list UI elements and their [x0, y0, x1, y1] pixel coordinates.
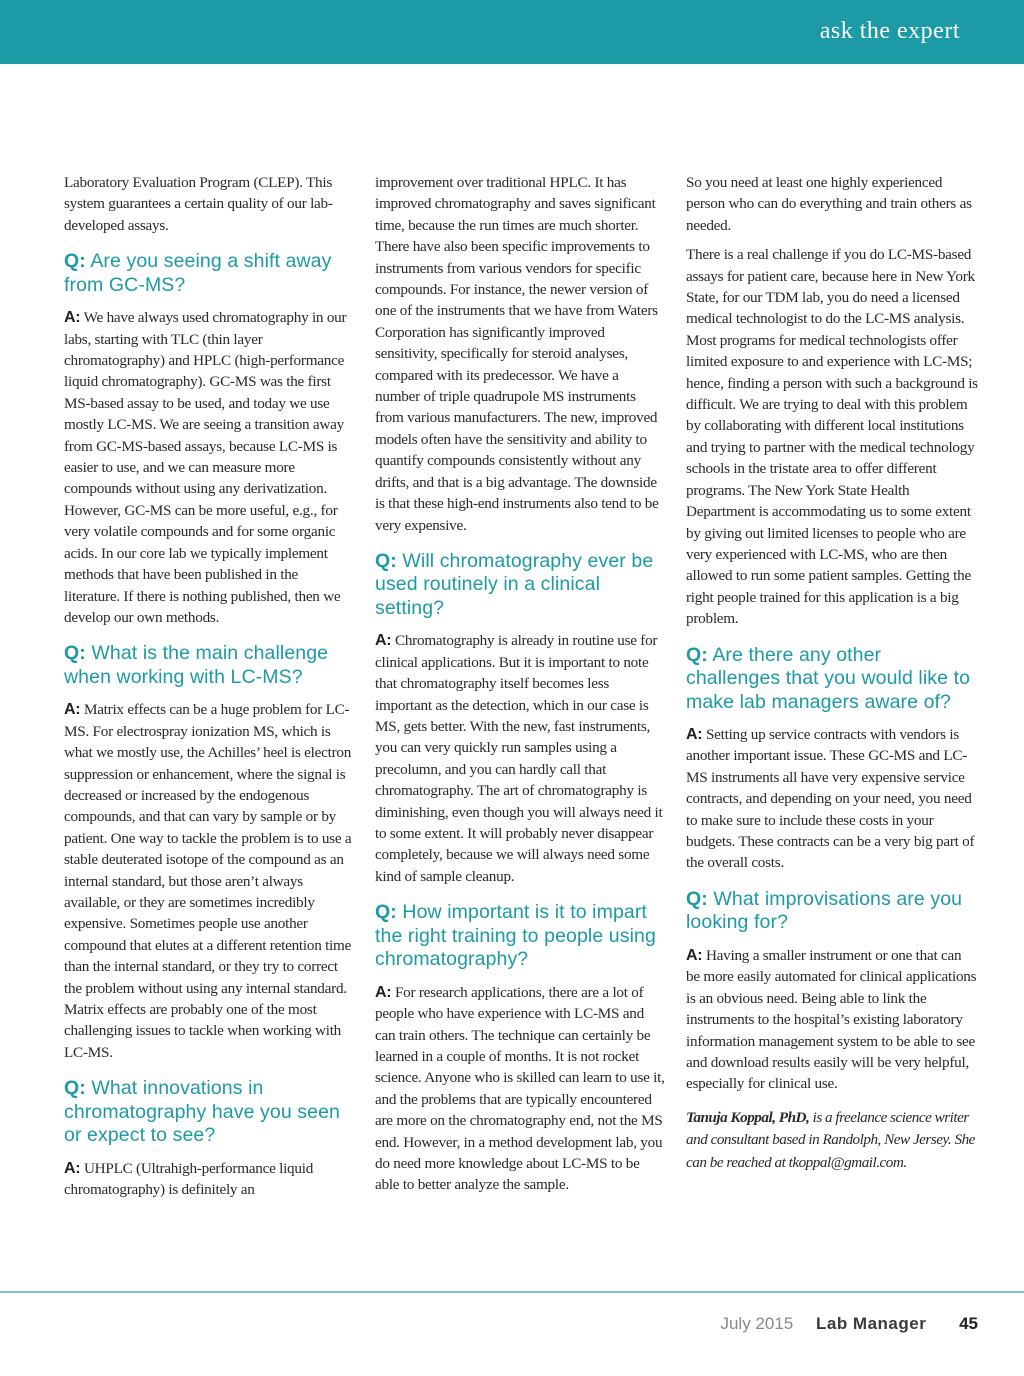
answer-marker: A: [64, 701, 81, 719]
answer-marker: A: [686, 726, 703, 744]
question-text: Are there any other challenges that you would like to make lab managers aware of? [686, 643, 971, 713]
issue-date: July 2015 [720, 1314, 794, 1333]
author-bio: is a freelance science writer and consultant based in Randolph, New Jersey. She can be reached at tkoppal@gmail.com. [686, 1108, 975, 1171]
question-heading [375, 550, 667, 621]
section-label: ask the expert [819, 18, 960, 44]
answer-marker: A: [375, 983, 392, 1001]
page-footer [720, 1314, 978, 1334]
answer-marker: A: [375, 632, 392, 650]
paragraph: improvement over traditional HPLC. It has improved chromatography and saves significant time, because the run times are much shorter. There have also been specific improvements to instruments from various vendors for specific compounds. For instance, the newer version of one of the instruments that we have from Waters Corporation has significantly improved sensitivity, specifically for steroid analyses, compared with its predecessor. We have a number of triple quadrupole MS instruments from various manufacturers. The new, improved models often have the sensitivity and ability to quantify compounds consistently without any drifts, and that is a big advantage. The downside is that these high-end instruments also tend to be very expensive. [375, 174, 659, 534]
column-1 [64, 172, 356, 1209]
question-heading [375, 901, 667, 972]
column-3 [686, 172, 978, 1182]
question-text: How important is it to impart the right training to people using chromatography? [375, 901, 656, 971]
footer-rule [0, 1291, 1024, 1293]
header-band [0, 0, 1024, 64]
question-marker: Q: [686, 887, 708, 910]
author-byline [686, 1107, 978, 1175]
answer-paragraph [64, 307, 356, 628]
question-heading [686, 644, 978, 715]
question-heading [64, 642, 356, 689]
answer-paragraph [375, 982, 667, 1196]
question-marker: Q: [375, 901, 397, 924]
answer-text: Matrix effects can be a huge problem for LC-MS. For electrospray ionization MS, which is what we mostly use, the Achilles’ heel is electron suppression or enhancement, where the signal is decreased or increased by the endogenous compounds, and that can vary by sample or by patient. One way to tackle the problem is to use a stable deuterated isotope of the compound as an internal standard, but those aren’t always available, or they are sometimes incredibly expensive. Sometimes people use another compound that elutes at a different retention time than the internal standard, or they try to correct the problem without using any internal standard. Matrix effects are probably one of the most challenging issues to tackle when working with LC-MS. [64, 701, 352, 1061]
answer-paragraph [375, 630, 667, 887]
question-text: Will chromatography ever be used routinely in a clinical setting? [375, 549, 654, 619]
answer-text: Having a smaller instrument or one that can be more easily automated for clinical applications is an obvious need. Being able to link the instruments to the hospital’s existing laboratory information management system to be able to see and download results easily will be very helpful, especially for clinical use. [686, 946, 977, 1093]
question-marker: Q: [375, 549, 397, 572]
answer-marker: A: [686, 946, 703, 964]
question-text: What is the main challenge when working with LC-MS? [64, 642, 329, 688]
answer-text: For research applications, there are a lot of people who have experience with LC-MS and can train others. The technique can certainly be learned in a couple of months. It is not rocket science. Anyone who is skilled can learn to use it, and the problems that are typically encountered are more on the chromatography end, not the MS end. However, in a method development lab, you do need more knowledge about LC-MS to be able to better analyze the sample. [375, 983, 665, 1194]
answer-marker: A: [64, 309, 81, 327]
question-marker: Q: [64, 642, 86, 665]
question-text: Are you seeing a shift away from GC-MS? [64, 250, 332, 296]
question-heading [686, 888, 978, 935]
question-marker: Q: [64, 250, 86, 273]
question-heading [64, 1077, 356, 1148]
answer-text: Chromatography is already in routine use for clinical applications. But it is important to note that chromatography itself becomes less important as the detection, which in our case is MS, gets better. With the new, fast instruments, you can very quickly run samples using a precolumn, and you can hardly call that chromatography. The art of chromatography is diminishing, even though you will always need it to some extent. It will probably never disappear completely, because we will always need some kind of sample cleanup. [375, 632, 663, 885]
paragraph: There is a real challenge if you do LC-MS-based assays for patient care, because here in New York State, for our TDM lab, you do need a licensed medical technologist to do the LC-MS analysis. Most programs for medical technologists offer limited exposure to and experience with LC-MS; hence, finding a person with such a background is difficult. We are trying to deal with this problem by collaborating with different local institutions and trying to partner with the medical technology schools in the tristate area to offer different programs. The New York State Health Department is accommodating us to some extent by giving out limited licenses to people who are very experienced with LC-MS, who are then allowed to run some patient samples. Getting the right people trained for this application is a big problem. [686, 246, 978, 628]
magazine-name: Lab Manager [815, 1314, 927, 1333]
question-text: What improvisations are you looking for? [686, 887, 963, 934]
paragraph: So you need at least one highly experienced person who can do everything and train others as needed. [686, 174, 972, 234]
answer-paragraph [686, 945, 978, 1095]
answer-marker: A: [64, 1159, 81, 1177]
column-2 [375, 172, 667, 1204]
answer-paragraph [64, 1158, 356, 1201]
answer-paragraph [64, 699, 356, 1063]
page-number: 45 [959, 1314, 978, 1333]
question-heading [64, 250, 356, 297]
answer-text: We have always used chromatography in our labs, starting with TLC (thin layer chromatography) and HPLC (high-performance liquid chromatography). GC-MS was the first MS-based assay to be used, and today we use mostly LC-MS. We are seeing a transition away from GC-MS-based assays, because LC-MS is easier to use, and we can measure more compounds without using any derivatization. However, GC-MS can be more useful, e.g., for very volatile compounds and for some organic acids. In our core lab we typically implement methods that have been published in the literature. If there is nothing published, then we develop our own methods. [64, 309, 347, 626]
question-marker: Q: [64, 1077, 86, 1100]
question-marker: Q: [686, 643, 708, 666]
answer-paragraph [686, 724, 978, 874]
paragraph: Laboratory Evaluation Program (CLEP). This system guarantees a certain quality of our lab-developed assays. [64, 174, 333, 234]
answer-text: Setting up service contracts with vendors is another important issue. These GC-MS and LC-MS instruments all have very expensive service contracts, and depending on your need, you need to make sure to include these costs in your budgets. These contracts can be a very big part of the overall costs. [686, 726, 975, 872]
answer-text: UHPLC (Ultrahigh-performance liquid chromatography) is definitely an [64, 1159, 314, 1199]
question-text: What innovations in chromatography have you seen or expect to see? [64, 1077, 340, 1147]
author-name: Tanuja Koppal, PhD, [686, 1108, 810, 1126]
